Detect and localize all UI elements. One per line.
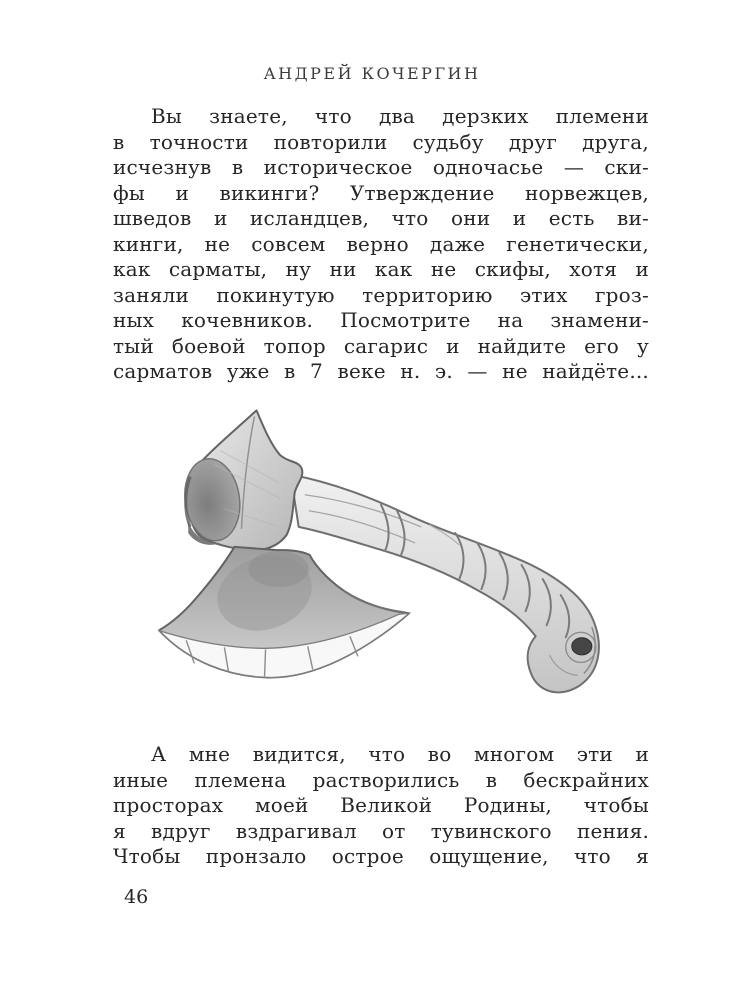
page-number: 46 <box>124 886 149 908</box>
text-line: иные племена растворились в бескрайних <box>113 767 649 792</box>
sagaris-axe-sketch-svg <box>128 398 630 730</box>
text-line: шведов и исландцев, что они и есть ви- <box>113 206 649 230</box>
text-line: просторах моей Великой Родины, чтобы <box>113 793 649 817</box>
sagaris-axe-illustration <box>128 398 630 730</box>
text-line: Чтобы пронзало острое ощущение, что я <box>113 844 649 868</box>
text-line: А мне видится, что во многом эти и <box>151 742 649 766</box>
text-line: сарматов уже в 7 веке н. э. — не найдёте... <box>113 359 649 383</box>
text-line: тый боевой топор сагарис и найдите его у <box>113 333 649 358</box>
text-line: заняли покинутую территорию этих гроз- <box>113 282 649 307</box>
text-line: ных кочевников. Посмотрите на знамени- <box>113 308 649 332</box>
text-line: фы и викинги? Утверждение норвежцев, <box>113 180 649 205</box>
text-line: в точности повторили судьбу друг друга, <box>113 129 649 154</box>
text-line: я вдруг вздрагивал от тувинского пения. <box>113 818 649 843</box>
paragraph-2 <box>113 742 649 870</box>
text-line: как сарматы, ну ни как не скифы, хотя и <box>113 257 649 281</box>
text-line: кинги, не совсем верно даже генетически, <box>113 231 649 256</box>
running-header-author: АНДРЕЙ КОЧЕРГИН <box>263 64 481 83</box>
text-line: Вы знаете, что два дерзких племени <box>151 104 649 128</box>
text-line: исчезнув в историческое одночасье — ски- <box>113 155 649 179</box>
paragraph-1 <box>113 104 649 385</box>
